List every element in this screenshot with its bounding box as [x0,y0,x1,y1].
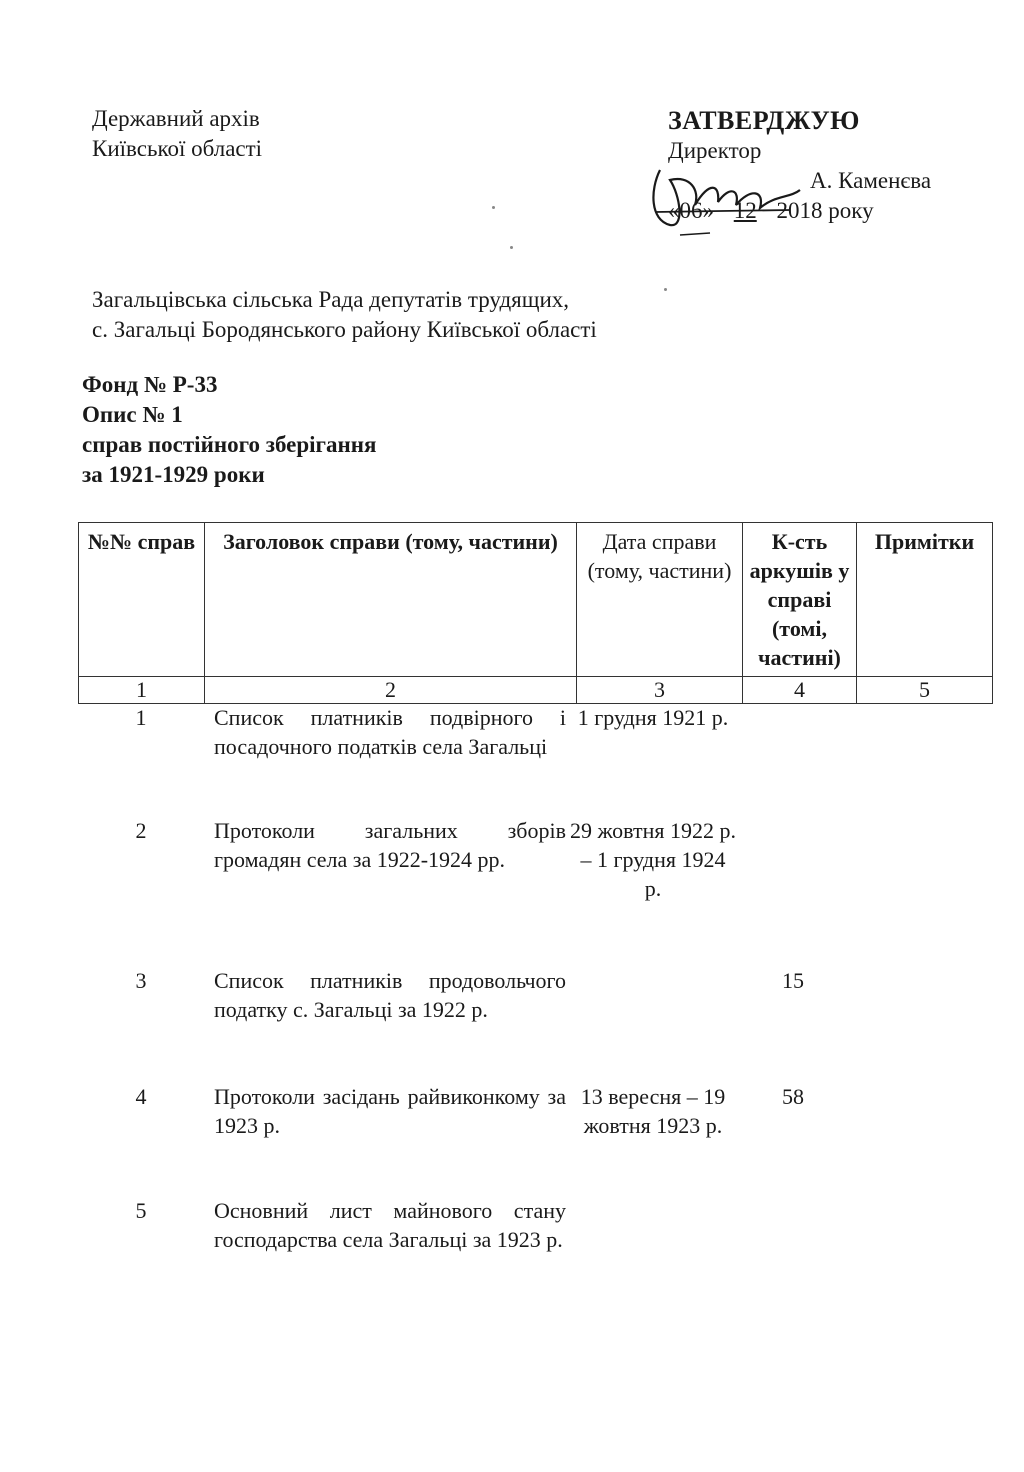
header-case-title: Заголовок справи (тому, частини) [205,523,577,677]
row-notes [850,1082,980,1196]
row-case-number: 3 [135,968,147,993]
column-number: 5 [857,677,993,704]
row-case-date: 1 грудня 1921 р. [577,705,729,730]
row-case-number: 4 [135,1084,147,1109]
row-case-number: 1 [135,705,147,730]
row-case-title: Основний лист майнового стану господарства села Загальці за 1923 р. [214,1198,566,1252]
row-case-title: Протоколи загальних зборів громадян села за 1922-1924 рр. [214,818,566,872]
row-sheet-count: 15 [782,968,804,993]
approval-date-year: 2018 року [776,198,874,223]
table-row [78,966,992,1082]
column-number: 3 [577,677,743,704]
table-row [78,1196,992,1296]
inventory-table-header [78,522,993,704]
inventory-rows [78,703,992,1296]
column-number-row [79,677,993,704]
row-case-title: Протоколи засідань райвиконкому за 1923 р. [214,1084,566,1138]
approval-title: ЗАТВЕРДЖУЮ [668,106,860,135]
column-number: 2 [205,677,577,704]
organization-line1: Загальцівська сільська Рада депутатів трудящих, [92,287,570,312]
signature-image [640,150,810,240]
approval-date-month: 12 [733,198,757,223]
row-case-date [566,966,736,1082]
organization-line2: с. Загальці Бородянського району Київської області [92,317,597,342]
approval-name: А. Каменєва [810,168,932,193]
table-row [78,816,992,966]
table-row [78,1082,992,1196]
row-sheet-count [736,703,850,816]
row-sheet-count [736,816,850,966]
row-case-date [566,1196,736,1296]
scan-speck [664,288,667,291]
storage-type: справ постійного зберігання [82,432,377,457]
row-case-date: 29 жовтня 1922 р. – 1 грудня 1924 р. [570,818,736,901]
row-notes [850,1196,980,1296]
archive-name-line1: Державний архів [92,106,260,131]
organization-name [92,285,597,345]
scan-speck [510,246,513,249]
archive-header [92,104,262,164]
header-case-number: №№ справ [79,523,205,677]
row-sheet-count [736,1196,850,1296]
row-notes [850,966,980,1082]
fund-years: за 1921-1929 роки [82,462,265,487]
row-sheet-count: 58 [782,1084,804,1109]
row-case-title: Список платників подвірного і посадочного податків села Загальці [214,705,566,759]
row-notes [850,816,980,966]
table-row [78,703,992,816]
fund-info [82,370,376,490]
column-number: 4 [743,677,857,704]
header-case-date: Дата справи (тому, частини) [577,523,743,677]
header-row [79,523,993,677]
row-case-number: 5 [135,1198,147,1223]
approval-position: Директор [668,138,762,163]
header-notes: Примітки [857,523,993,677]
inventory-number: Опис № 1 [82,402,183,427]
archive-name-line2: Київської області [92,136,263,161]
row-notes [850,703,980,816]
row-case-title: Список платників продовольчого податку с. Загальці за 1922 р. [214,968,566,1022]
row-case-date: 13 вересня – 19 жовтня 1923 р. [580,1084,726,1138]
row-case-number: 2 [135,818,147,843]
approval-date-day: «06» [668,198,714,223]
header-sheet-count: К-сть аркушів у справі (томі, частині) [743,523,857,677]
column-number: 1 [79,677,205,704]
scan-speck [492,206,495,209]
fund-number: Фонд № Р-33 [82,372,218,397]
